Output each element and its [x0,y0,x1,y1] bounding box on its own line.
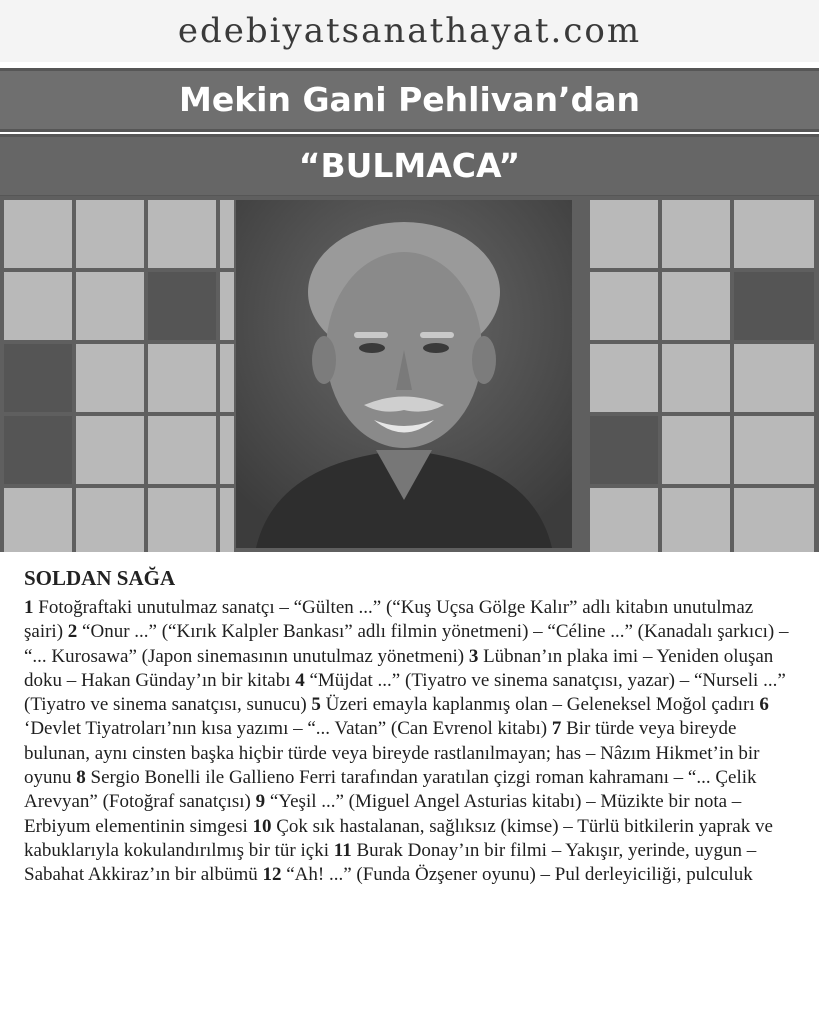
clue-number: 3 [468,645,479,667]
grid-cell [4,488,72,556]
clue-number: 12 [262,864,282,886]
grid-cell [4,344,72,412]
clue-number: 1 [24,597,34,618]
grid-cell [220,272,234,340]
grid-cell [590,200,658,268]
grid-cell [590,272,658,340]
clue-number: 6 [759,694,769,716]
grid-cell [662,488,730,556]
portrait-photo [236,200,572,548]
section-heading: SOLDAN SAĞA [24,566,176,590]
grid-cell [590,488,658,556]
clue-text: Sergio Bonelli ile Gallieno Ferri tarafından yaratılan çizgi roman kahramanı – “... Çelik Arevyan” (Fotoğraf sanatçısı) [24,767,757,813]
grid-cell [148,272,216,340]
clue-number: 11 [333,839,352,861]
grid-cell [590,344,658,412]
clue-text: ‘Devlet Tiyatroları’nın kısa yazımı – “... Vatan” (Can Evrenol kitabı) [24,718,552,740]
grid-cell [220,416,234,484]
grid-cell [734,344,814,412]
grid-cell [734,272,814,340]
grid-cell [148,200,216,268]
grid-cell [76,200,144,268]
grid-cell [220,200,234,268]
grid-cell [148,416,216,484]
site-name: edebiyatsanathayat.com [0,0,819,62]
grid-cell [590,416,658,484]
clue-text: Üzeri emayla kaplanmış olan – Geleneksel Moğol çadırı [320,694,760,716]
grid-cell [662,344,730,412]
clue-text: Lübnan’ın plaka imi – Yeniden oluşan doku – Hakan Günday’ın bir kitabı [24,645,774,691]
clue-number: 8 [76,767,86,789]
grid-cell [148,344,216,412]
clue-number: 10 [252,815,272,837]
clue-number: 5 [311,694,321,716]
grid-cell [4,200,72,268]
clue-number: 4 [295,669,305,691]
grid-cell [76,344,144,412]
page-subtitle: “BULMACA” [0,134,819,198]
grid-cell [4,416,72,484]
grid-cell [4,272,72,340]
clue-number: 2 [67,621,78,643]
clue-number: 9 [255,791,266,813]
grid-cell [76,416,144,484]
page-title: Mekin Gani Pehlivan’dan [0,68,819,132]
grid-cell [662,200,730,268]
clue-number: 7 [551,718,562,740]
clues-section [0,552,819,1023]
grid-cell [220,488,234,556]
clue-text: Burak Donay’ın bir filmi – Yakışır, yerinde, uygun – Sabahat Akkiraz’ın bir albümü [24,839,757,886]
grid-cell [734,488,814,556]
grid-cell [148,488,216,556]
clue-text: “Müjdat ...” (Tiyatro ve sinema sanatçısı, yazar) – “Nurseli ...” (Tiyatro ve sinema sanatçısı, sunucu) [24,669,786,716]
grid-cell [734,416,814,484]
grid-cell [734,200,814,268]
grid-cell [662,416,730,484]
clue-text: Fotoğraftaki unutulmaz sanatçı – “Gülten ...” (“Kuş Uçsa Gölge Kalır” adlı kitabın unutulmaz şairi) [24,597,754,643]
grid-cell [220,344,234,412]
grid-cell [76,272,144,340]
clue-text: “Ah! ...” (Funda Özşener oyunu) – Pul derleyiciliği, pulculuk [281,864,753,886]
clues-text [24,596,796,888]
clue-text: “Yeşil ...” (Miguel Angel Asturias kitabı) – Müzikte bir nota – Erbiyum elementinin simgesi [24,791,742,837]
clue-text: Bir türde veya bireyde bulunan, aynı cinsten başka hiçbir türde veya bireyde rastlanılmayan; has – Nâzım Hikmet’in bir oyunu [24,718,760,789]
grid-cell [76,488,144,556]
clue-text: “Onur ...” (“Kırık Kalpler Bankası” adlı filmin yönetmeni) – “Céline ...” (Kanadalı şarkıcı) – “... Kurosawa” (Japon sinemasının unutulmaz yönetmeni) [24,621,789,667]
clue-text: Çok sık hastalanan, sağlıksız (kimse) – Türlü bitkilerin yaprak ve kabuklarıyla kokulandırılmış bir tür içki [24,815,773,861]
grid-cell [662,272,730,340]
